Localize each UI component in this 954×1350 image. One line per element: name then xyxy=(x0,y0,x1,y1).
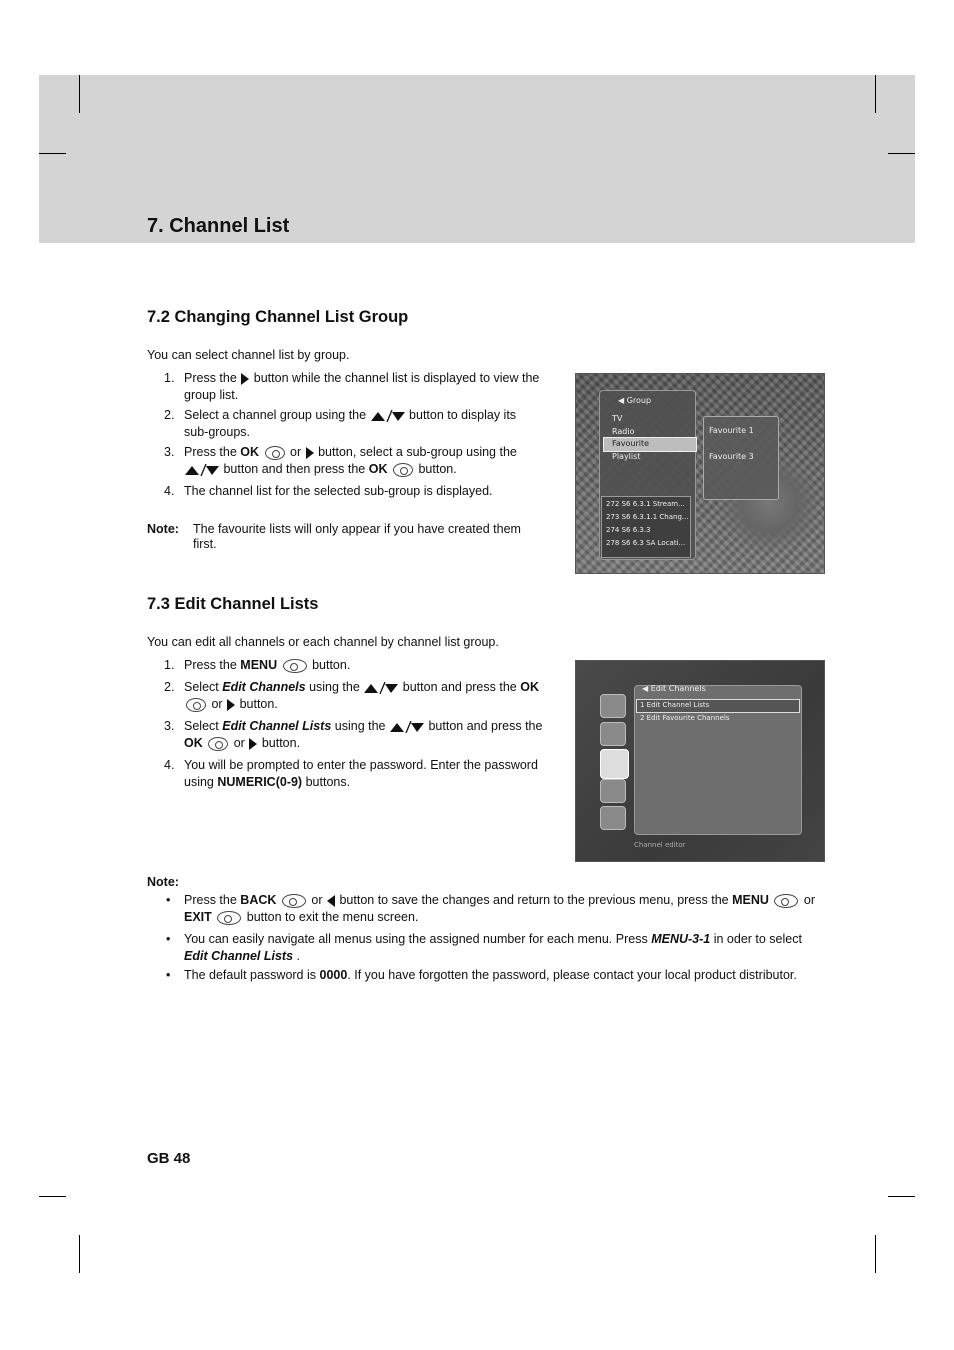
step-7-3-4: 4. You will be prompted to enter the password. Enter the password using NUMERIC(0-9) buttons. xyxy=(164,758,538,789)
group-item-tv: TV xyxy=(612,414,623,423)
group-title: ◀ Group xyxy=(618,396,652,405)
crop-mark xyxy=(39,1196,66,1197)
section-7-2-intro: You can select channel list by group. xyxy=(147,348,350,362)
screenshot-edit-channels xyxy=(575,660,825,862)
ok-button-icon xyxy=(186,698,206,712)
right-arrow-icon xyxy=(227,699,235,711)
crop-mark xyxy=(888,1196,915,1197)
group-item-playlist: Playlist xyxy=(612,452,641,461)
channel-row: 278 S6 6.3 SA Locati... xyxy=(606,539,686,547)
notes-label: Note: xyxy=(147,875,179,889)
side-menu-icon xyxy=(600,722,626,746)
note-bullet-1: • Press the BACK or button to save the changes and return to the previous menu, press the MENU or EXIT button to exit the menu screen. xyxy=(166,893,815,924)
edit-channels-title: ◀ Edit Channels xyxy=(642,684,706,693)
menu-button-icon xyxy=(774,894,798,908)
channel-row: 272 S6 6.3.1 Stream... xyxy=(606,500,685,508)
section-heading-7-2: 7.2 Changing Channel List Group xyxy=(147,308,409,326)
step-7-3-2: 2. Select Edit Channels using the button and press the OK or button. xyxy=(164,680,539,711)
right-arrow-icon xyxy=(249,738,257,750)
status-label: Channel editor xyxy=(634,841,686,849)
step-7-3-1: 1. Press the MENU button. xyxy=(164,658,351,672)
page-number: GB 48 xyxy=(147,1150,191,1167)
right-arrow-icon xyxy=(241,373,249,385)
side-menu-icon-active xyxy=(600,749,629,779)
group-item-radio: Radio xyxy=(612,427,635,436)
screenshot-group-list xyxy=(575,373,825,574)
crop-mark xyxy=(79,1235,80,1273)
back-button-icon xyxy=(282,894,306,908)
submenu-item: Favourite 1 xyxy=(709,426,754,435)
channel-row: 274 S6 6.3.3 xyxy=(606,526,651,534)
step-7-2-3: 3. Press the OK or button, select a sub-group using the button and then press the OK button. xyxy=(164,445,517,476)
ok-button-icon xyxy=(393,463,413,477)
side-menu-icon xyxy=(600,806,626,830)
up-down-arrows-icon xyxy=(185,464,219,476)
right-arrow-icon xyxy=(306,447,314,459)
side-menu-icon xyxy=(600,694,626,718)
section-heading-7-3: 7.3 Edit Channel Lists xyxy=(147,595,319,613)
step-7-3-3: 3. Select Edit Channel Lists using the button and press the OK or button. xyxy=(164,719,543,750)
channel-row: 273 S6 6.3.1.1 Chang... xyxy=(606,513,689,521)
edit-item-1: 1 Edit Channel Lists xyxy=(640,701,710,709)
crop-mark xyxy=(875,1235,876,1273)
crop-mark xyxy=(39,153,66,154)
edit-item-2: 2 Edit Favourite Channels xyxy=(640,714,730,722)
left-arrow-icon xyxy=(327,895,335,907)
crop-mark xyxy=(875,75,876,113)
step-7-2-2: 2. Select a channel group using the button to display its sub-groups. xyxy=(164,408,517,439)
step-7-2-4: 4. The channel list for the selected sub-group is displayed. xyxy=(164,484,493,498)
up-down-arrows-icon xyxy=(371,410,405,422)
up-down-arrows-icon xyxy=(390,721,424,733)
submenu-item: Favourite 3 xyxy=(709,452,754,461)
ok-button-icon xyxy=(265,446,285,460)
crop-mark xyxy=(888,153,915,154)
group-item-favourite: Favourite xyxy=(612,439,650,448)
crop-mark xyxy=(79,75,80,113)
menu-button-icon xyxy=(283,659,307,673)
note-bullet-2: • You can easily navigate all menus using the assigned number for each menu. Press MENU-3-1 in oder to select Edit Channel Lists . xyxy=(166,932,802,963)
ok-button-icon xyxy=(208,737,228,751)
step-7-2-1: 1. Press the button while the channel list is displayed to view the group list. xyxy=(164,371,540,402)
up-down-arrows-icon xyxy=(364,682,398,694)
exit-button-icon xyxy=(217,911,241,925)
note-bullet-3: • The default password is 0000. If you have forgotten the password, please contact your local product distributor. xyxy=(166,968,797,982)
section-7-3-intro: You can edit all channels or each channel by channel list group. xyxy=(147,635,499,649)
chapter-title: 7. Channel List xyxy=(147,215,290,237)
side-menu-icon xyxy=(600,779,626,803)
